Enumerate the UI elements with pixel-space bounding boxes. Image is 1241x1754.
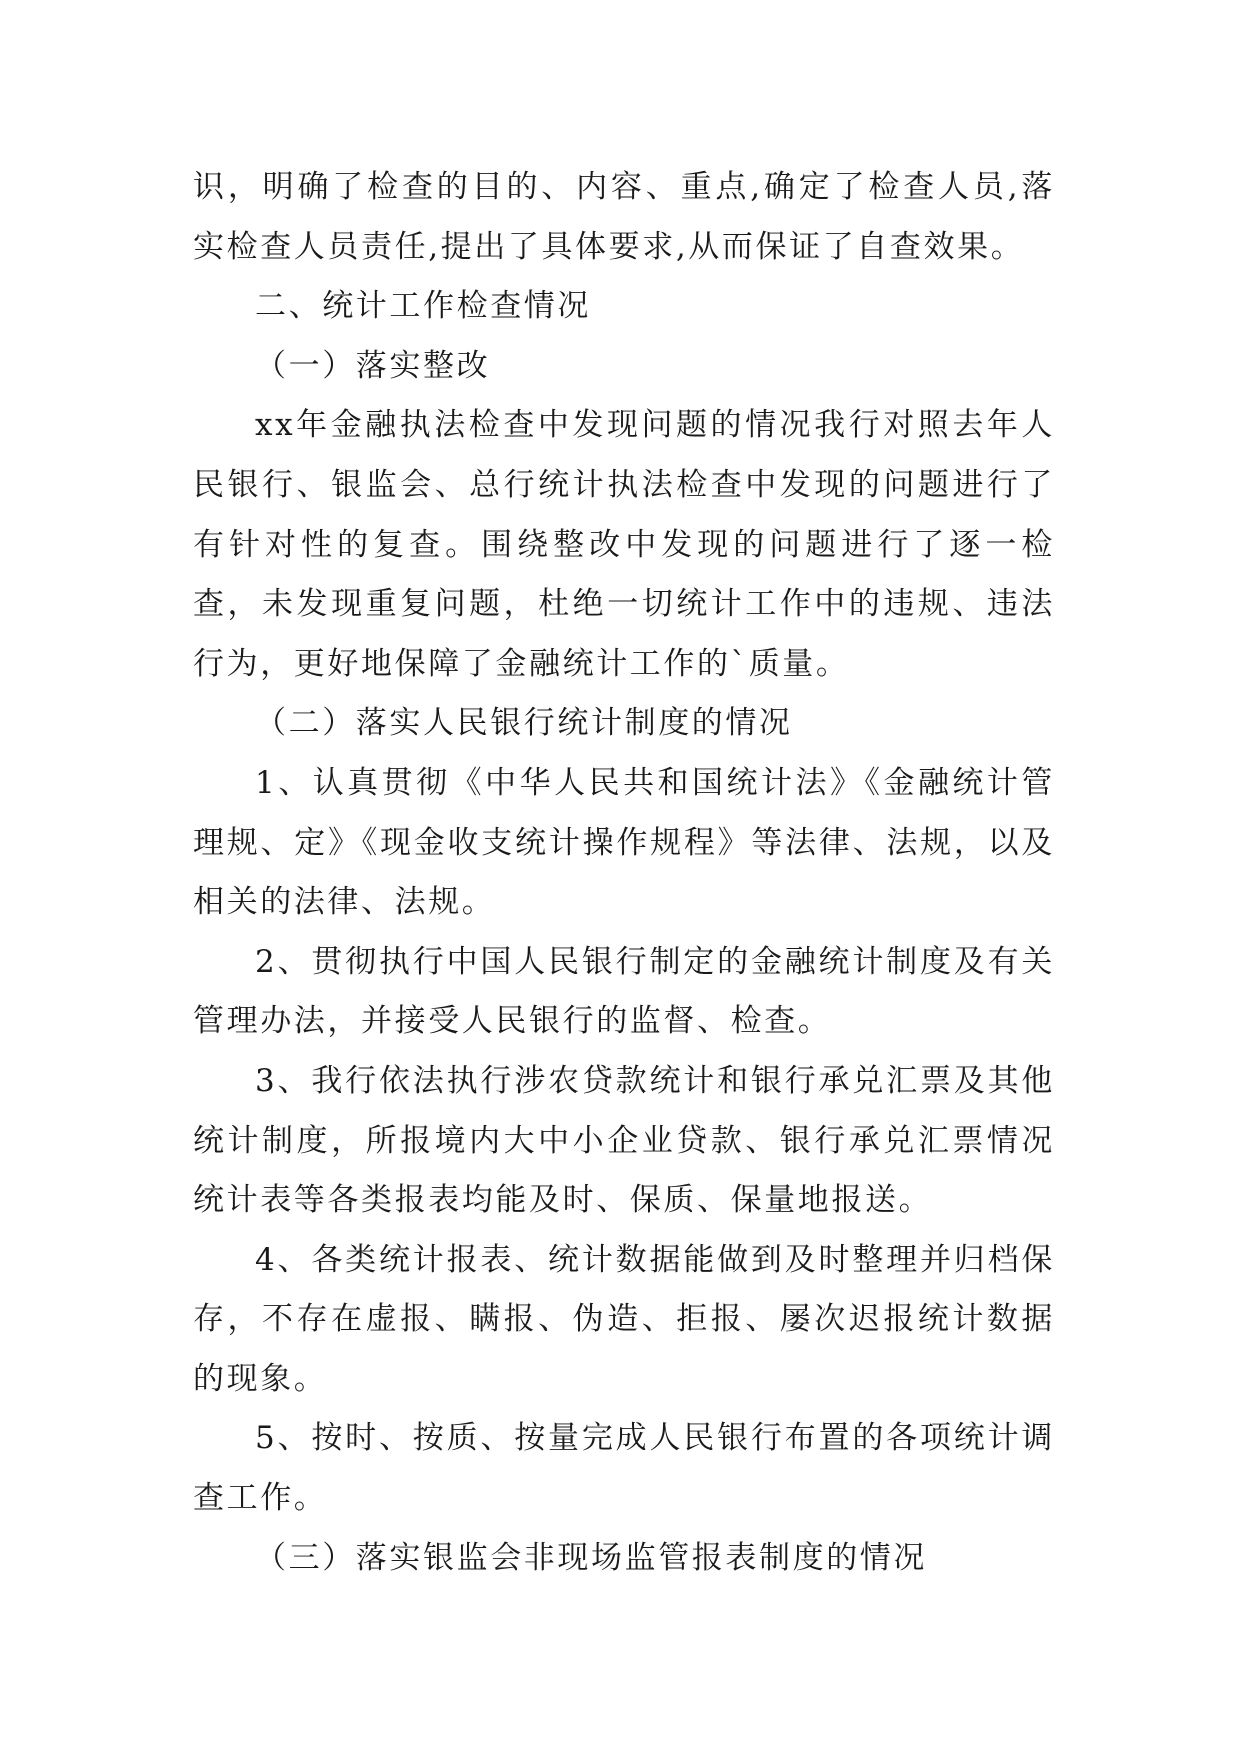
section-heading-statistics-inspection: 二、统计工作检查情况 — [255, 288, 591, 325]
document-body — [193, 158, 1055, 1588]
paragraph-item-2: 2、贯彻执行中国人民银行制定的金融统计制度及有关管理办法，并接受人民银行的监督、检查。 — [193, 943, 1055, 1040]
paragraph-item-4: 4、各类统计报表、统计数据能做到及时整理并归档保存，不存在虚报、瞒报、伪造、拒报、屡次迟报统计数据的现象。 — [193, 1241, 1055, 1397]
subsection-heading-pboc-statistics: （二）落实人民银行统计制度的情况 — [255, 705, 793, 742]
paragraph-item-1: 1、认真贯彻《中华人民共和国统计法》《金融统计管理规、定》《现金收支统计操作规程》等法律、法规，以及相关的法律、法规。 — [193, 764, 1055, 921]
paragraph-continuation: 识，明确了检查的目的、内容、重点,确定了检查人员,落实检查人员责任,提出了具体要求,从而保证了自查效果。 — [193, 169, 1055, 265]
paragraph-item-5: 5、按时、按质、按量完成人民银行布置的各项统计调查工作。 — [193, 1420, 1055, 1517]
paragraph-item-3: 3、我行依法执行涉农贷款统计和银行承兑汇票及其他统计制度，所报境内大中小企业贷款、银行承兑汇票情况统计表等各类报表均能及时、保质、保量地报送。 — [193, 1062, 1055, 1219]
paragraph-rectification: xx年金融执法检查中发现问题的情况我行对照去年人民银行、银监会、总行统计执法检查中发现的问题进行了有针对性的复查。围绕整改中发现的问题进行了逐一检查，未发现重复问题，杜绝一切统计工作中的违规、违法行为，更好地保障了金融统计工作的`质量。 — [193, 407, 1055, 682]
subsection-heading-cbrc-reports: （三）落实银监会非现场监管报表制度的情况 — [255, 1539, 927, 1576]
subsection-heading-rectification: （一）落实整改 — [255, 347, 491, 384]
